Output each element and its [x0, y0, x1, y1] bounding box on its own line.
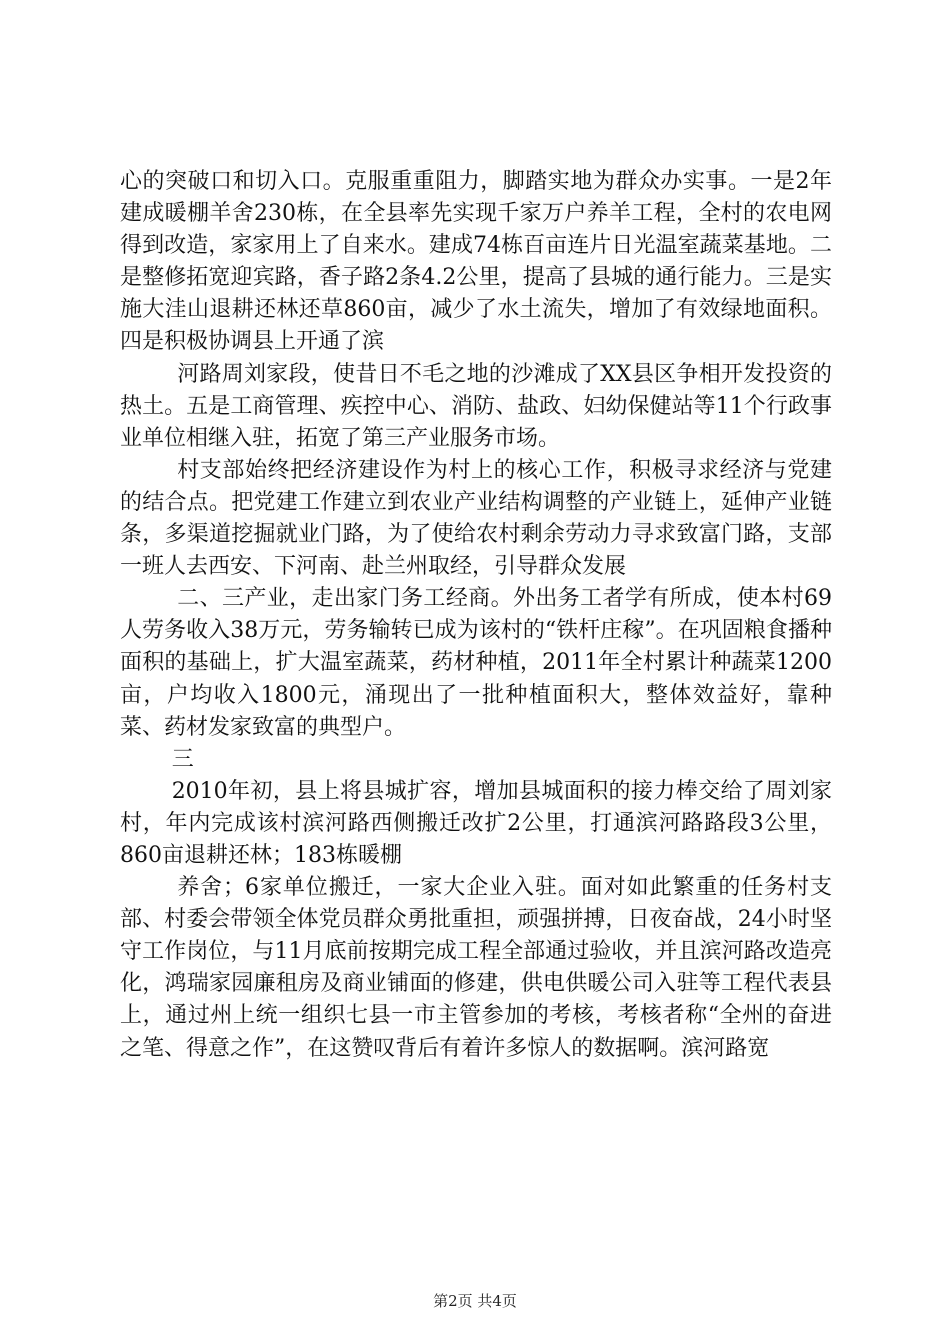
paragraph-3: 村支部始终把经济建设作为村上的核心工作，积极寻求经济与党建的结合点。把党建工作建立到农业产业结构调整的产业链上，延伸产业链条，多渠道挖掘就业门路，为了使给农村剩余劳动力寻求致富门路，支部一班人去西安、下河南、赴兰州取经，引导群众发展 [120, 457, 832, 580]
paragraph-7: 养舍；6家单位搬迁，一家大企业入驻。面对如此繁重的任务村支部、村委会带领全体党员群众勇批重担，顽强拼搏，日夜奋战，24小时坚守工作岗位，与11月底前按期完成工程全部通过验收，并且滨河路改造亮化，鸿瑞家园廉租房及商业铺面的修建，供电供暖公司入驻等工程代表县上，通过州上统一组织七县一市主管参加的考核，考核者称“全州的奋进之笔、得意之作”，在这赞叹背后有着许多惊人的数据啊。滨河路宽 [120, 875, 832, 1061]
page-footer: 第2页 共4页 [433, 1292, 517, 1310]
paragraph-4: 二、三产业，走出家门务工经商。外出务工者学有所成，使本村69人劳务收入38万元，劳务输转已成为该村的“铁杆庄稼”。在巩固粮食播种面积的基础上，扩大温室蔬菜，药材种植，2011年全村累计种蔬菜1200亩，户均收入1800元，涌现出了一批种植面积大，整体效益好，靠种菜、药材发家致富的典型户。 [120, 586, 832, 740]
paragraph-5-heading: 三 [171, 746, 194, 772]
document-body [120, 166, 832, 1065]
paragraph-6: 2010年初，县上将县城扩容，增加县城面积的接力棒交给了周刘家村，年内完成该村滨河路西侧搬迁改扩2公里，打通滨河路路段3公里，860亩退耕还林；183栋暖棚 [120, 778, 832, 868]
paragraph-2: 河路周刘家段，使昔日不毛之地的沙滩成了XX县区争相开发投资的热土。五是工商管理、疾控中心、消防、盐政、妇幼保健站等11个行政事业单位相继入驻，拓宽了第三产业服务市场。 [120, 361, 832, 451]
paragraph-1: 心的突破口和切入口。克服重重阻力，脚踏实地为群众办实事。一是2年建成暖棚羊舍230栋，在全县率先实现千家万户养羊工程，全村的农电网得到改造，家家用上了自来水。建成74栋百亩连片日光温室蔬菜基地。二是整修拓宽迎宾路，香子路2条4.2公里，提高了县城的通行能力。三是实施大洼山退耕还林还草860亩，减少了水土流失，增加了有效绿地面积。四是积极协调县上开通了滨 [120, 169, 832, 355]
